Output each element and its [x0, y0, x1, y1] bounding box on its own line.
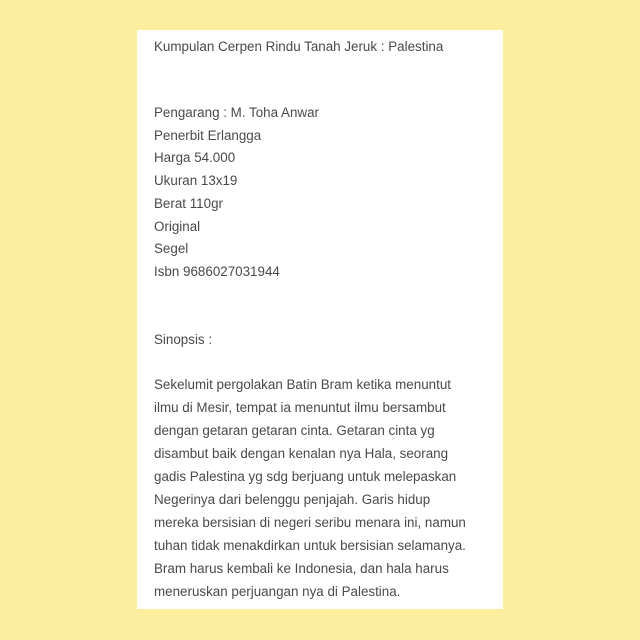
- detail-sealed: Segel: [154, 241, 189, 257]
- synopsis-text: [154, 373, 496, 603]
- synopsis-line: meneruskan perjuangan nya di Palestina.: [154, 584, 401, 599]
- detail-author: Pengarang : M. Toha Anwar: [154, 105, 320, 120]
- detail-publisher: Penerbit Erlangga: [154, 127, 262, 143]
- synopsis-line: disambut baik dengan kenalan nya Hala, seorang: [154, 446, 449, 461]
- detail-original: Original: [154, 218, 201, 234]
- synopsis-line: gadis Palestina yg sdg berjuang untuk melepaskan: [154, 469, 457, 484]
- product-description-card: [137, 30, 503, 609]
- synopsis-line: tuhan tidak menakdirkan untuk bersisian selamanya.: [154, 538, 466, 553]
- book-title: Kumpulan Cerpen Rindu Tanah Jeruk : Palestina: [154, 39, 444, 54]
- detail-weight: Berat 110gr: [154, 195, 223, 211]
- detail-isbn: Isbn 9686027031944: [154, 263, 280, 279]
- synopsis-line: Sekelumit pergolakan Batin Bram ketika menuntut: [154, 377, 451, 392]
- detail-price: Harga 54.000: [154, 150, 236, 166]
- synopsis-line: mereka bersisian di negeri seribu menara ini, namun: [154, 515, 466, 530]
- synopsis-line: ilmu di Mesir, tempat ia menuntut ilmu bersambut: [154, 400, 446, 415]
- book-details: [154, 102, 319, 284]
- detail-size: Ukuran 13x19: [154, 173, 238, 189]
- synopsis-line: Negerinya dari belenggu penjajah. Garis hidup: [154, 492, 431, 507]
- synopsis-line: Bram harus kembali ke Indonesia, dan hala harus: [154, 561, 449, 576]
- synopsis-heading: Sinopsis :: [154, 332, 213, 347]
- synopsis-line: dengan getaran getaran cinta. Getaran cinta yg: [154, 423, 435, 438]
